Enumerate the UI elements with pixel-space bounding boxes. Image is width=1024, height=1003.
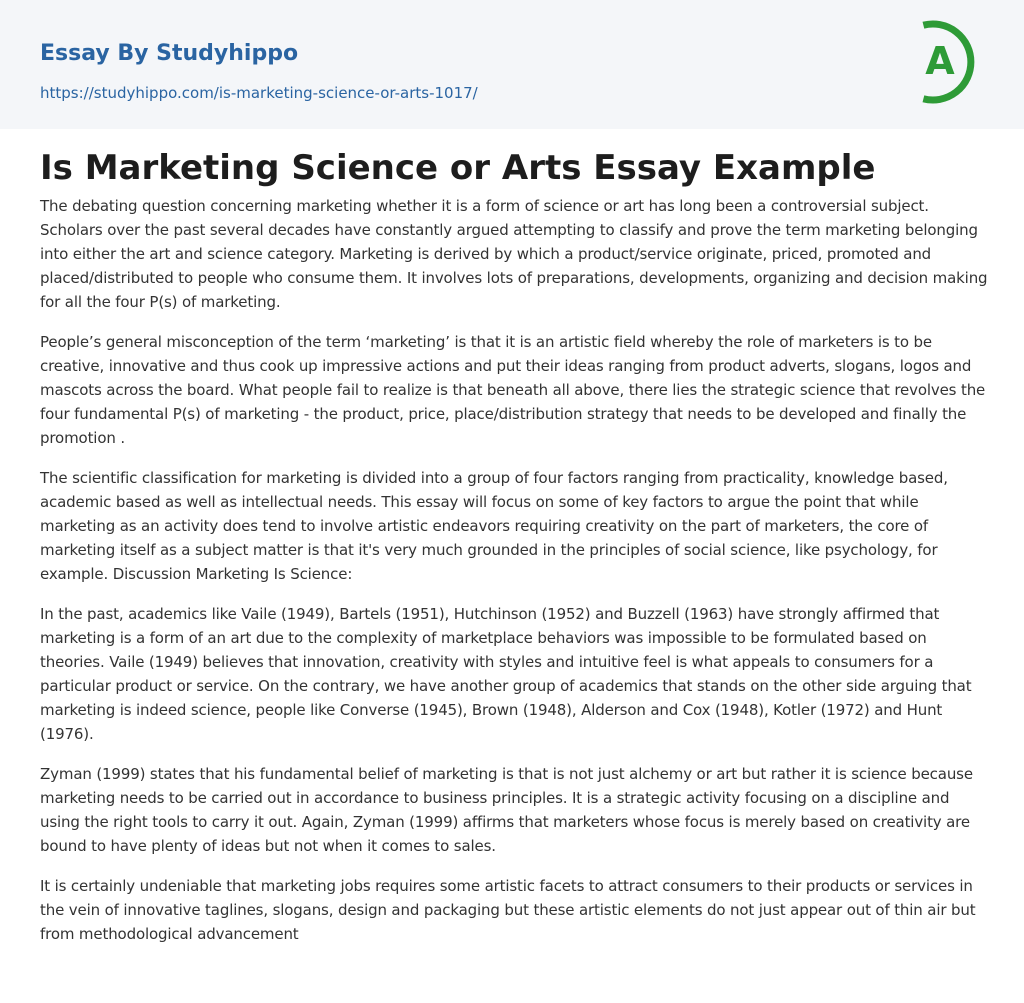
essay-paragraph: People’s general misconception of the term ‘marketing’ is that it is an artistic field whereby the role of marketers is to be creative, innovative and thus cook up impressive actions and put their ideas ranging from product adverts, slogans, logos and mascots across the board. What people fail to realize is that beneath all above, there lies the strategic science that revolves the four fundamental P(s) of marketing - the product, price, place/distribution strategy that needs to be developed and finally the promotion . xyxy=(40,333,986,447)
essay-paragraph: The debating question concerning marketing whether it is a form of science or art has long been a controversial subject. Scholars over the past several decades have constantly argued attempting to classify and prove the term marketing belonging into either the art and science category. Marketing is derived by which a product/service originate, priced, promoted and placed/distributed to people who consume them. It involves lots of preparations, developments, organizing and decision making for all the four P(s) of marketing. xyxy=(40,197,988,311)
site-header xyxy=(0,0,1024,129)
studyhippo-logo[interactable] xyxy=(908,18,988,106)
logo-letter: A xyxy=(925,39,955,83)
source-url-link[interactable]: https://studyhippo.com/is-marketing-science-or-arts-1017/ xyxy=(40,84,478,102)
page-title: Is Marketing Science or Arts Essay Example xyxy=(40,148,876,188)
essay-paragraph: It is certainly undeniable that marketing jobs requires some artistic facets to attract consumers to their products or services in the vein of innovative taglines, slogans, design and packaging but these artistic elements do not just appear out of thin air but from methodological advancement xyxy=(40,877,976,943)
essay-paragraph: Zyman (1999) states that his fundamental belief of marketing is that is not just alchemy or art but rather it is science because marketing needs to be carried out in accordance to business principles. It is a strategic activity focusing on a discipline and using the right tools to carry it out. Again, Zyman (1999) affirms that marketers whose focus is merely based on creativity are bound to have plenty of ideas but not when it comes to sales. xyxy=(40,765,973,855)
site-brand-title[interactable]: Essay By Studyhippo xyxy=(40,41,299,66)
essay-body xyxy=(40,194,990,962)
essay-paragraph: In the past, academics like Vaile (1949), Bartels (1951), Hutchinson (1952) and Buzzell (1963) have strongly affirmed that marketing is a form of an art due to the complexity of marketplace behaviors was impossible to be formulated based on theories. Vaile (1949) believes that innovation, creativity with styles and intuitive feel is what appeals to consumers for a particular product or service. On the contrary, we have another group of academics that stands on the other side arguing that marketing is indeed science, people like Converse (1945), Brown (1948), Alderson and Cox (1948), Kotler (1972) and Hunt (1976). xyxy=(40,605,972,743)
essay-paragraph: The scientific classification for marketing is divided into a group of four factors ranging from practicality, knowledge based, academic based as well as intellectual needs. This essay will focus on some of key factors to argue the point that while marketing as an activity does tend to involve artistic endeavors requiring creativity on the part of marketers, the core of marketing itself as a subject matter is that it's very much grounded in the principles of social science, like psychology, for example. Discussion Marketing Is Science: xyxy=(40,469,948,583)
